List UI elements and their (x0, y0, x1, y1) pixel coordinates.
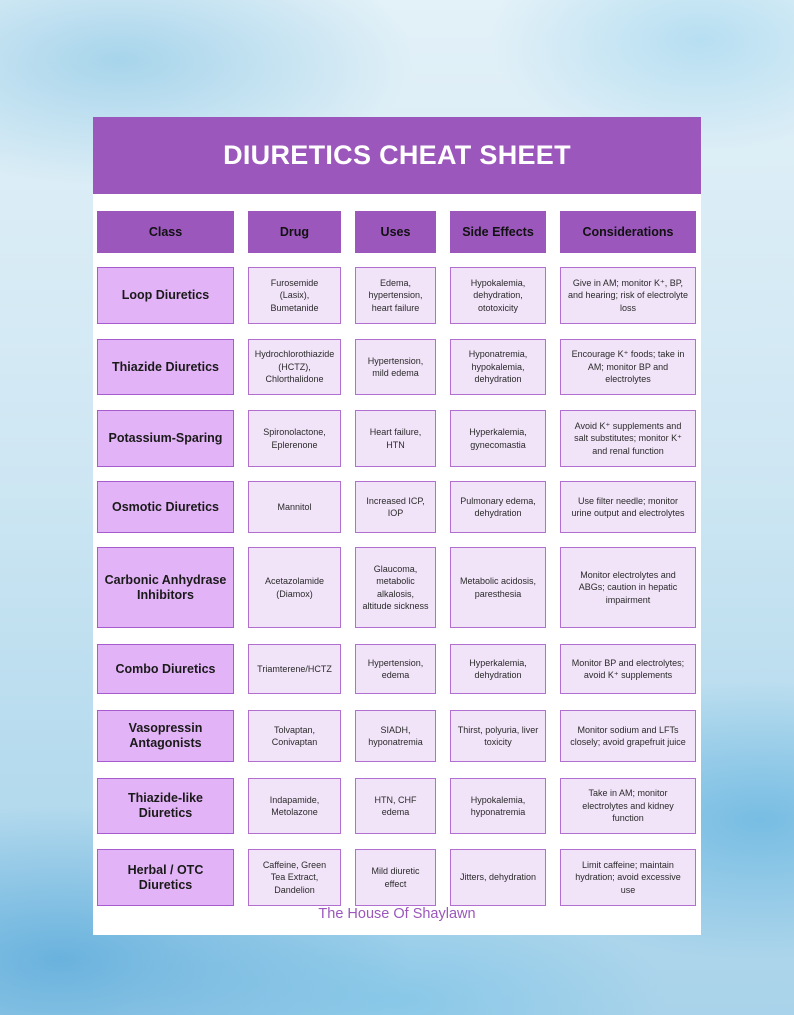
header-side-effects: Side Effects (450, 211, 546, 253)
considerations-cell: Monitor sodium and LFTs closely; avoid grapefruit juice (560, 710, 696, 762)
class-cell: Herbal / OTC Diuretics (97, 849, 234, 906)
considerations-cell: Monitor BP and electrolytes; avoid K⁺ supplements (560, 644, 696, 694)
uses-cell: Hypertension, mild edema (355, 339, 436, 395)
drug-cell: Indapamide, Metolazone (248, 778, 341, 834)
class-cell: Thiazide-like Diuretics (97, 778, 234, 834)
side-effects-cell: Hyponatremia, hypokalemia, dehydration (450, 339, 546, 395)
page-title: DIURETICS CHEAT SHEET (93, 117, 701, 194)
uses-cell: SIADH, hyponatremia (355, 710, 436, 762)
header-uses: Uses (355, 211, 436, 253)
considerations-cell: Encourage K⁺ foods; take in AM; monitor BP and electrolytes (560, 339, 696, 395)
drug-cell: Spironolactone, Eplerenone (248, 410, 341, 467)
uses-cell: Mild diuretic effect (355, 849, 436, 906)
drug-cell: Hydrochlorothiazide (HCTZ), Chlorthalidone (248, 339, 341, 395)
header-considerations: Considerations (560, 211, 696, 253)
considerations-cell: Use filter needle; monitor urine output and electrolytes (560, 481, 696, 533)
considerations-cell: Avoid K⁺ supplements and salt substitutes; monitor K⁺ and renal function (560, 410, 696, 467)
side-effects-cell: Jitters, dehydration (450, 849, 546, 906)
drug-cell: Mannitol (248, 481, 341, 533)
class-cell: Carbonic Anhydrase Inhibitors (97, 547, 234, 628)
side-effects-cell: Hyperkalemia, gynecomastia (450, 410, 546, 467)
class-cell: Osmotic Diuretics (97, 481, 234, 533)
side-effects-cell: Hyperkalemia, dehydration (450, 644, 546, 694)
uses-cell: Glaucoma, metabolic alkalosis, altitude sickness (355, 547, 436, 628)
cheat-sheet (93, 117, 701, 935)
class-cell: Thiazide Diuretics (97, 339, 234, 395)
class-cell: Loop Diuretics (97, 267, 234, 324)
footer-credit: The House Of Shaylawn (318, 906, 476, 922)
uses-cell: Increased ICP, IOP (355, 481, 436, 533)
class-cell: Potassium-Sparing (97, 410, 234, 467)
considerations-cell: Monitor electrolytes and ABGs; caution in hepatic impairment (560, 547, 696, 628)
side-effects-cell: Pulmonary edema, dehydration (450, 481, 546, 533)
header-class: Class (97, 211, 234, 253)
drug-cell: Caffeine, Green Tea Extract, Dandelion (248, 849, 341, 906)
side-effects-cell: Metabolic acidosis, paresthesia (450, 547, 546, 628)
class-cell: Combo Diuretics (97, 644, 234, 694)
side-effects-cell: Thirst, polyuria, liver toxicity (450, 710, 546, 762)
drug-cell: Tolvaptan, Conivaptan (248, 710, 341, 762)
considerations-cell: Take in AM; monitor electrolytes and kidney function (560, 778, 696, 834)
uses-cell: HTN, CHF edema (355, 778, 436, 834)
drug-cell: Triamterene/HCTZ (248, 644, 341, 694)
considerations-cell: Limit caffeine; maintain hydration; avoid excessive use (560, 849, 696, 906)
considerations-cell: Give in AM; monitor K⁺, BP, and hearing; risk of electrolyte loss (560, 267, 696, 324)
class-cell: Vasopressin Antagonists (97, 710, 234, 762)
uses-cell: Heart failure, HTN (355, 410, 436, 467)
drug-cell: Acetazolamide (Diamox) (248, 547, 341, 628)
drug-cell: Furosemide (Lasix), Bumetanide (248, 267, 341, 324)
side-effects-cell: Hypokalemia, hyponatremia (450, 778, 546, 834)
side-effects-cell: Hypokalemia, dehydration, ototoxicity (450, 267, 546, 324)
uses-cell: Hypertension, edema (355, 644, 436, 694)
uses-cell: Edema, hypertension, heart failure (355, 267, 436, 324)
header-drug: Drug (248, 211, 341, 253)
